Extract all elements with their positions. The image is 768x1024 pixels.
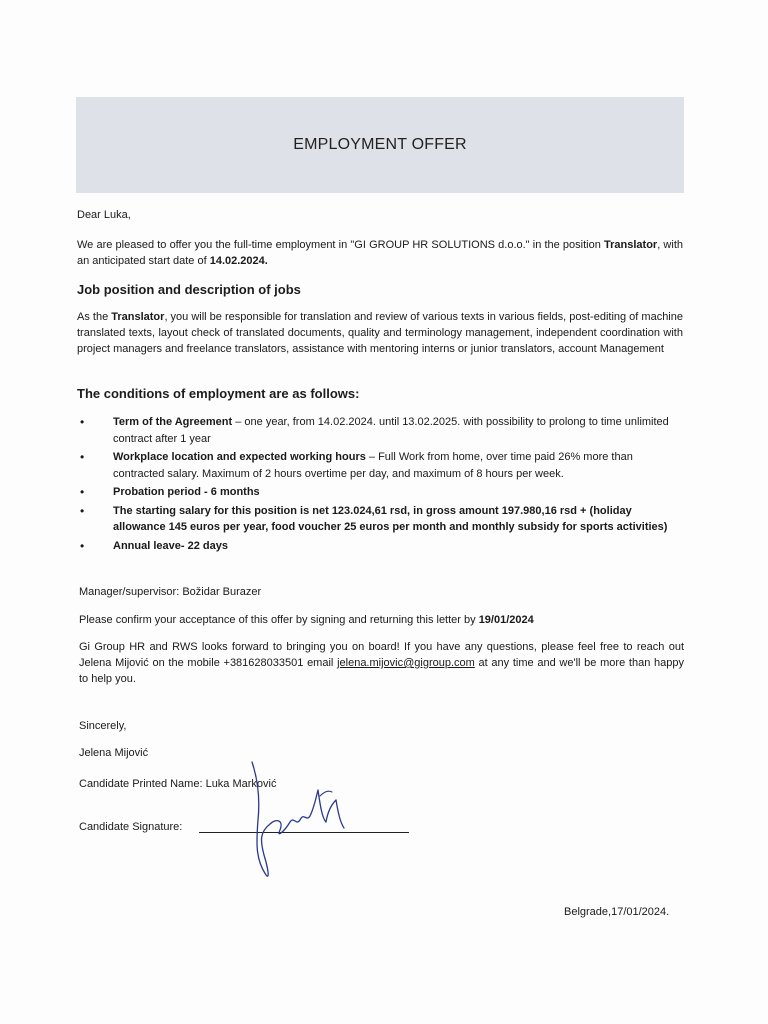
candidate-signature-label: Candidate Signature: [79, 821, 183, 833]
greeting: Dear Luka, [77, 209, 131, 221]
condition-title: Term of the Agreement [113, 416, 233, 428]
intro-position: Translator [604, 239, 658, 251]
conditions-heading: The conditions of employment are as follows: [77, 386, 360, 401]
confirm-deadline: 19/01/2024 [478, 614, 534, 626]
confirm-line [79, 612, 534, 628]
job-desc-role: Translator [111, 311, 165, 323]
job-desc-text-1: As the [77, 311, 112, 323]
intro-text-1: We are pleased to offer you the full-time employment in "GI GROUP HR SOLUTIONS d.o.o." in the position [77, 239, 601, 251]
condition-item [76, 503, 684, 536]
condition-item [76, 538, 684, 555]
conditions-list [76, 414, 684, 556]
candidate-printed-name: Candidate Printed Name: Luka Marković [79, 778, 277, 790]
bullet-icon: • [80, 450, 85, 464]
job-heading: Job position and description of jobs [77, 282, 301, 297]
document-title: EMPLOYMENT OFFER [293, 136, 467, 153]
sincerely: Sincerely, [79, 720, 127, 732]
bullet-icon: • [80, 485, 85, 499]
sender-name: Jelena Mijović [79, 747, 149, 759]
bullet-icon: • [80, 415, 85, 429]
closing-paragraph [79, 639, 684, 687]
condition-title: Workplace location and expected working hours [113, 451, 366, 463]
condition-title: Probation period - 6 months [113, 486, 260, 498]
intro-paragraph [77, 237, 683, 269]
handwritten-signature [240, 760, 360, 890]
condition-text: – Full Work from home, over time paid 26% more than contracted salary. Maximum of 2 hours overtime per day, and maximum of 8 hours per week. [113, 451, 633, 480]
intro-text-2: , with an anticipated start date of [77, 239, 683, 267]
closing-text-2: at any time and we'll be more than happy to help you. [79, 657, 684, 685]
job-desc-text-2: , you will be responsible for translation and review of various texts in various fields, post-editing of machine translated texts, layout check of translated documents, quality and terminology management, independent coordination with project managers and freelance translators, assistance with mentoring interns or junior translators, account Management [77, 311, 683, 355]
closing-text-1: Gi Group HR and RWS looks forward to bringing you on board! If you have any questions, please feel free to reach out Jelena Mijović on the mobile +381628033501 email [79, 641, 684, 669]
email-link[interactable]: jelena.mijovic@gigroup.com [337, 657, 475, 669]
condition-item [76, 414, 684, 447]
title-band [76, 97, 684, 193]
place-date: Belgrade,17/01/2024. [564, 906, 670, 918]
condition-text: – one year, from 14.02.2024. until 13.02.2025. with possibility to prolong to time unlimited contract after 1 year [113, 416, 669, 445]
confirm-text: Please confirm your acceptance of this offer by signing and returning this letter by [79, 614, 479, 626]
job-description [77, 309, 683, 357]
bullet-icon: • [80, 538, 85, 553]
condition-title: Annual leave- 22 days [113, 539, 228, 552]
bullet-icon: • [80, 503, 85, 518]
manager-line: Manager/supervisor: Božidar Burazer [79, 586, 262, 598]
condition-item [76, 449, 684, 482]
intro-start-date: 14.02.2024. [209, 255, 268, 267]
condition-item [76, 484, 684, 501]
condition-title: The starting salary for this position is net 123.024,61 rsd, in gross amount 197.980,16 rsd + (holiday allowance 145 euros per year, food voucher 25 euros per month and monthly subsidy for sports activities) [113, 504, 668, 533]
